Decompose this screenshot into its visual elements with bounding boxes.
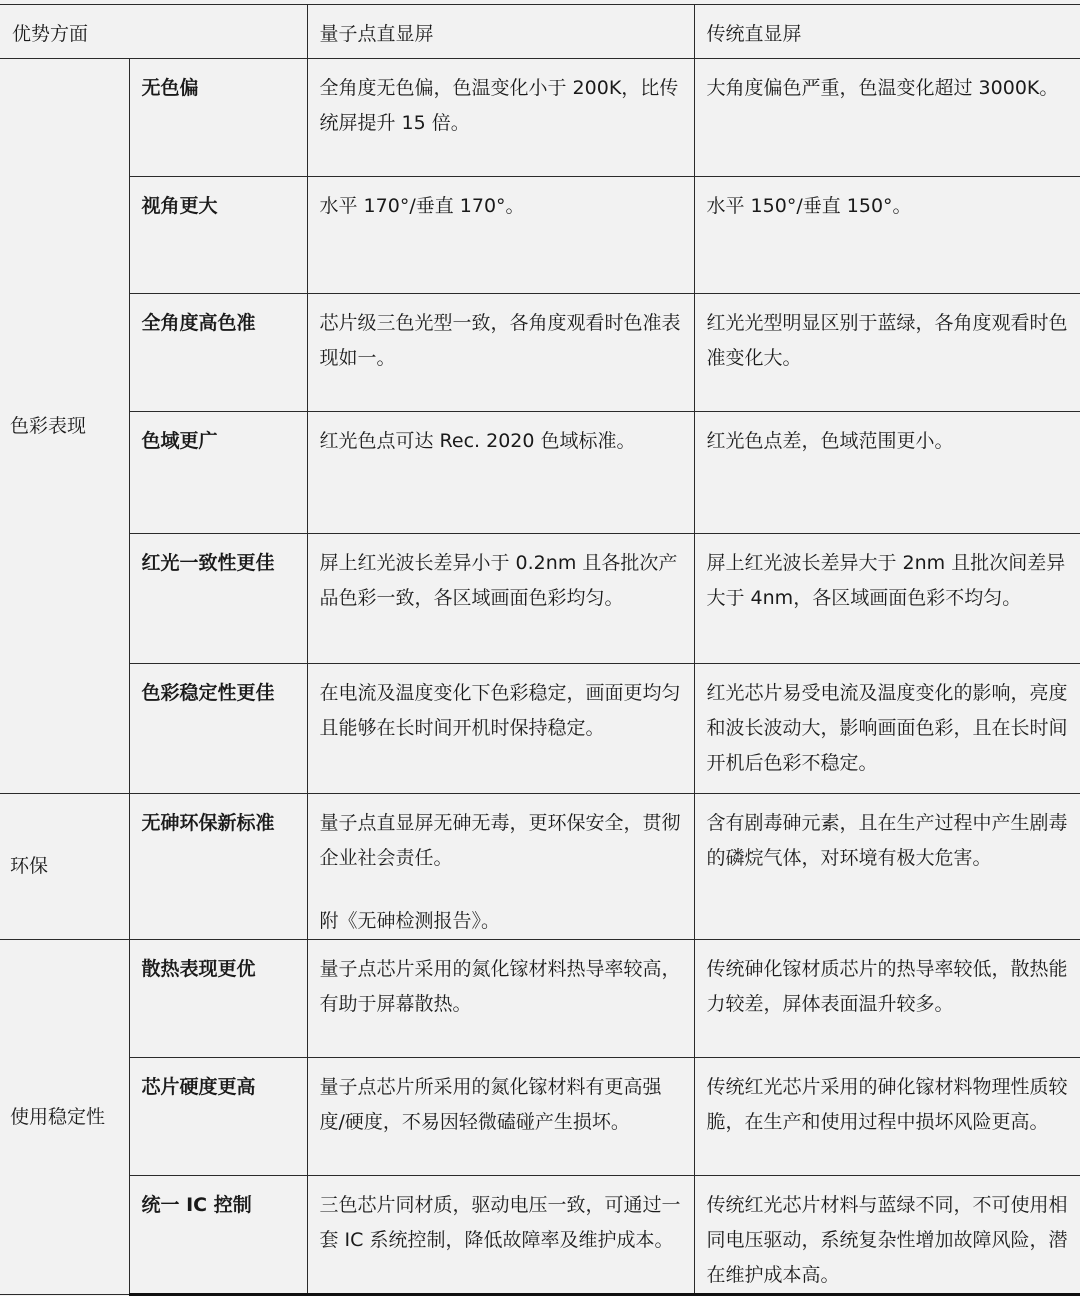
category-color: 色彩表现 <box>0 59 129 794</box>
trad-cell: 传统砷化镓材质芯片的热导率较低，散热能力较差，屏体表面温升较多。 <box>694 940 1080 1058</box>
trad-cell: 屏上红光波长差异大于 2nm 且批次间差异大于 4nm，各区域画面色彩不均匀。 <box>694 534 1080 664</box>
qd-cell: 在电流及温度变化下色彩稳定，画面更均匀且能够在长时间开机时保持稳定。 <box>307 664 694 794</box>
trad-cell: 含有剧毒砷元素，且在生产过程中产生剧毒的磷烷气体，对环境有极大危害。 <box>694 794 1080 940</box>
trad-cell: 红光色点差，色域范围更小。 <box>694 412 1080 534</box>
qd-cell: 水平 170°/垂直 170°。 <box>307 177 694 294</box>
table-row <box>0 664 1080 794</box>
trad-cell: 传统红光芯片采用的砷化镓材料物理性质较脆，在生产和使用过程中损坏风险更高。 <box>694 1058 1080 1176</box>
header-traditional: 传统直显屏 <box>694 5 1080 59</box>
table-row <box>0 1058 1080 1176</box>
feature-cell: 色彩稳定性更佳 <box>129 664 307 794</box>
feature-cell: 无砷环保新标准 <box>129 794 307 940</box>
qd-cell: 屏上红光波长差异小于 0.2nm 且各批次产品色彩一致，各区域画面色彩均匀。 <box>307 534 694 664</box>
feature-cell: 无色偏 <box>129 59 307 177</box>
header-aspect: 优势方面 <box>0 5 307 59</box>
qd-cell: 红光色点可达 Rec. 2020 色域标准。 <box>307 412 694 534</box>
comparison-table <box>0 4 1080 1296</box>
table-row <box>0 294 1080 412</box>
trad-cell: 传统红光芯片材料与蓝绿不同，不可使用相同电压驱动，系统复杂性增加故障风险，潜在维护成本高。 <box>694 1176 1080 1295</box>
table-row <box>0 940 1080 1058</box>
table-row <box>0 177 1080 294</box>
category-stability: 使用稳定性 <box>0 940 129 1295</box>
table-row <box>0 794 1080 940</box>
feature-cell: 芯片硬度更高 <box>129 1058 307 1176</box>
qd-cell: 量子点芯片采用的氮化镓材料热导率较高，有助于屏幕散热。 <box>307 940 694 1058</box>
table-row <box>0 59 1080 177</box>
feature-cell: 统一 IC 控制 <box>129 1176 307 1295</box>
table-row <box>0 1176 1080 1295</box>
qd-cell: 量子点芯片所采用的氮化镓材料有更高强度/硬度，不易因轻微磕碰产生损坏。 <box>307 1058 694 1176</box>
qd-cell: 三色芯片同材质，驱动电压一致，可通过一套 IC 系统控制，降低故障率及维护成本。 <box>307 1176 694 1295</box>
qd-cell-text: 量子点直显屏无砷无毒，更环保安全，贯彻企业社会责任。 <box>319 812 681 869</box>
qd-cell <box>307 794 694 940</box>
feature-cell: 视角更大 <box>129 177 307 294</box>
category-eco: 环保 <box>0 794 129 940</box>
trad-cell: 红光光型明显区别于蓝绿，各角度观看时色准变化大。 <box>694 294 1080 412</box>
trad-cell: 水平 150°/垂直 150°。 <box>694 177 1080 294</box>
table-row <box>0 412 1080 534</box>
feature-cell: 红光一致性更佳 <box>129 534 307 664</box>
feature-cell: 散热表现更优 <box>129 940 307 1058</box>
trad-cell: 红光芯片易受电流及温度变化的影响，亮度和波长波动大，影响画面色彩，且在长时间开机后色彩不稳定。 <box>694 664 1080 794</box>
report-note: 附《无砷检测报告》。 <box>319 910 501 932</box>
header-row <box>0 5 1080 59</box>
feature-cell: 全角度高色准 <box>129 294 307 412</box>
trad-cell: 大角度偏色严重，色温变化超过 3000K。 <box>694 59 1080 177</box>
table-row <box>0 534 1080 664</box>
header-quantum-dot: 量子点直显屏 <box>307 5 694 59</box>
qd-cell: 全角度无色偏，色温变化小于 200K，比传统屏提升 15 倍。 <box>307 59 694 177</box>
qd-cell: 芯片级三色光型一致，各角度观看时色准表现如一。 <box>307 294 694 412</box>
feature-cell: 色域更广 <box>129 412 307 534</box>
